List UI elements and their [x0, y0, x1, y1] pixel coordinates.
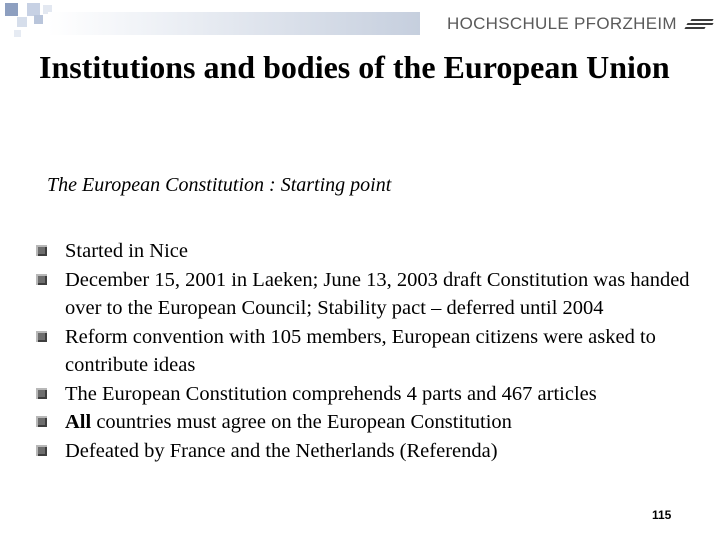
decor-square — [14, 30, 21, 37]
bullet-list — [0, 237, 720, 465]
bullet-item — [0, 237, 720, 266]
slide-title: Institutions and bodies of the European Union — [39, 49, 670, 85]
decor-square — [17, 17, 27, 27]
bullet-text: countries must agree on the European Constitution — [91, 411, 512, 433]
decor-square — [5, 3, 18, 16]
bullet-item — [0, 380, 720, 409]
square-bullet-icon — [36, 274, 47, 285]
square-bullet-icon — [36, 331, 47, 342]
bullet-text: The European Constitution comprehends 4 parts and 467 articles — [65, 382, 597, 405]
university-logo-icon — [685, 17, 713, 31]
bullet-item — [0, 323, 720, 380]
bullet-text: December 15, 2001 in Laeken; June 13, 2003 draft Constitution was handed over to the European Council; Stability pact – deferred until 2004 — [65, 268, 690, 319]
square-bullet-icon — [36, 245, 47, 256]
bullet-text: Reform convention with 105 members, European citizens were asked to contribute ideas — [65, 325, 656, 376]
slide-subtitle: The European Constitution : Starting point — [47, 174, 392, 196]
bullet-item — [0, 408, 720, 437]
header-band — [48, 12, 420, 35]
university-logo — [420, 12, 720, 35]
square-bullet-icon — [36, 416, 47, 427]
square-bullet-icon — [36, 388, 47, 399]
logo-text: HOCHSCHULE PFORZHEIM — [447, 13, 677, 33]
bullet-item — [0, 437, 720, 466]
decor-square — [34, 15, 43, 24]
square-bullet-icon — [36, 445, 47, 456]
bullet-bold-text: All — [65, 411, 92, 433]
bullet-item — [0, 266, 720, 323]
bullet-text: Defeated by France and the Netherlands (Referenda) — [65, 439, 498, 462]
bullet-text: Started in Nice — [65, 240, 188, 262]
page-number: 115 — [652, 508, 672, 522]
